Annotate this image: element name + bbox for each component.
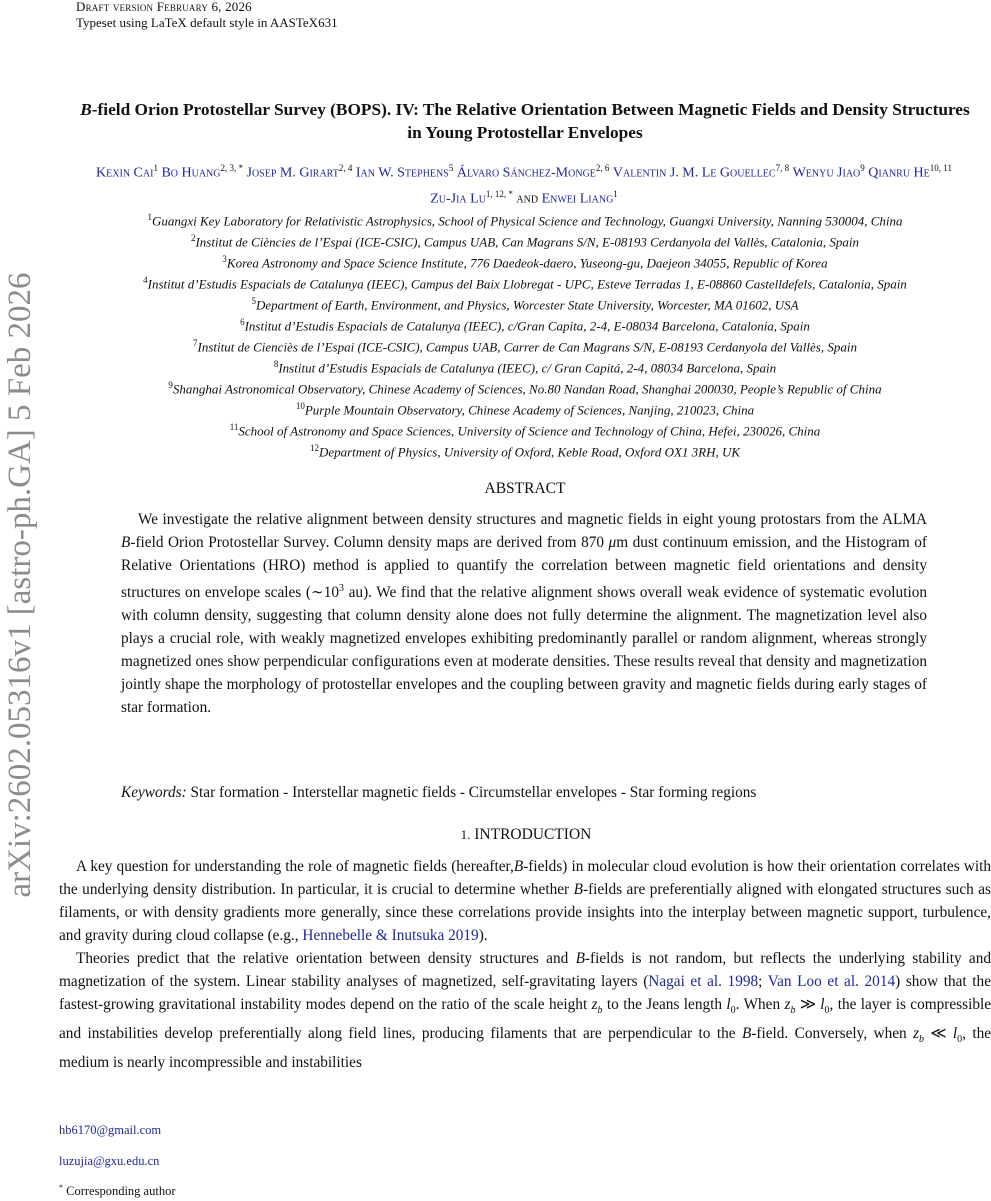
author-affiliation-marker: 1 (153, 163, 158, 173)
draft-version-line: Draft version February 6, 2026 (76, 0, 252, 14)
affiliation-text: Purple Mountain Observatory, Chinese Academy of Sciences, Nanjing, 210023, China (304, 402, 755, 418)
affiliation-item (60, 333, 990, 354)
affiliation-text: Shanghai Astronomical Observatory, Chinese Academy of Sciences, No.80 Nandan Road, Shanghai 200030, People’s Republic of China (172, 381, 882, 397)
affiliation-item (60, 312, 990, 333)
citation-link[interactable]: Hennebelle & Inutsuka 2019 (302, 927, 479, 944)
paper-title: B-field Orion Protostellar Survey (BOPS). IV: The Relative Orientation Between Magnetic Fields and Density Structures in Young Protostellar Envelopes (80, 100, 970, 142)
author-affiliation-marker: 2, 3, * (220, 163, 243, 173)
author-affiliation-marker: 2, 6 (595, 163, 610, 173)
arxiv-identifier-stamp: arXiv:2602.05316v1 [astro-ph.GA] 5 Feb 2026 (2, 272, 38, 898)
keywords-text: Star formation - Interstellar magnetic fields - Circumstellar envelopes - Star forming regions (186, 784, 757, 801)
affiliation-item (60, 396, 990, 417)
affiliation-text: Department of Earth, Environment, and Physics, Worcester State University, Worcester, MA 01602, USA (255, 297, 799, 313)
authors-and: and (512, 191, 542, 207)
affiliation-number: 9 (168, 380, 173, 390)
author-affiliation-marker: 1, 12, * (485, 188, 513, 199)
author-name[interactable]: Valentin J. M. Le Gouellec (612, 165, 776, 181)
author-name[interactable]: Álvaro Sánchez-Monge (456, 165, 596, 181)
footnotes (59, 1120, 175, 1201)
affiliation-number: 5 (251, 296, 256, 306)
keywords-label: Keywords: (121, 784, 187, 801)
affiliation-text: Institut d’Estudis Espacials de Catalunya (IEEC), c/ Gran Capitá, 2-4, 08034 Barcelona, Spain (278, 360, 777, 376)
affiliation-text: Korea Astronomy and Space Science Institute, 776 Daedeok-daero, Yuseong-gu, Daejeon 34055, Republic of Korea (226, 255, 828, 271)
affiliation-number: 2 (190, 233, 196, 243)
author-affiliation-marker: 2, 4 (338, 163, 353, 173)
latex-logo: LaTeX (150, 15, 187, 30)
affiliation-number: 12 (309, 443, 319, 453)
affiliation-text: Institut de Cienciès de l’Espai (ICE-CSIC), Campus UAB, Carrer de Can Magrans S/N, E-08193 Cerdanyola del Vallès, Spain (197, 339, 857, 355)
author-name[interactable]: Wenyu Jiao (792, 165, 861, 181)
affiliation-item (60, 228, 990, 249)
introduction-body (59, 855, 991, 1074)
affiliation-text: School of Astronomy and Space Sciences, University of Science and Technology of China, Hefei, 230026, China (238, 423, 821, 439)
author-affiliation-marker: 7, 8 (775, 163, 790, 173)
author-name[interactable]: Kexin Cai (96, 165, 154, 181)
abstract-body: We investigate the relative alignment between density structures and magnetic fields in eight young protostars from the ALMA B-field Orion Protostellar Survey. Column density maps are derived from 870 μm dust continuum emission, and the Histogram of Relative Orientations (HRO) method is applied to quantify the correlation between magnetic field orientations and density structures on envelope scales ($\sim 10^3$ au). We find that the relative alignment shows overall weak evidence of systematic evolution with column density, suggesting that column density alone does not fully determine the alignment. The magnetization level also plays a crucial role, with weakly magnetized envelopes exhibiting predominantly parallel or random alignment, whereas strongly magnetized ones show perpendicular configurations even at moderate densities. These results reveal that density and magnetization jointly shape the morphology of protostellar envelopes and the coupling between gravity and magnetic fields during early stages of star formation. (121, 511, 927, 717)
typeset-line: Typeset using LaTeX default style in AASTeX631 (76, 15, 338, 30)
affiliation-number: 6 (240, 317, 245, 327)
affiliation-text: Department of Physics, University of Oxford, Keble Road, Oxford OX1 3RH, UK (318, 444, 741, 460)
affiliation-number: 10 (295, 401, 305, 411)
author-name[interactable]: Josep M. Girart (246, 165, 339, 181)
keywords (121, 781, 927, 804)
affiliation-item (60, 291, 990, 312)
affiliation-text: Institut de Ciències de l’Espai (ICE-CSIC), Campus UAB, Can Magrans S/N, E-08193 Cerdanyola del Vallès, Catalonia, Spain (195, 234, 860, 250)
author-name[interactable]: Enwei Liang (541, 191, 614, 207)
affiliation-item (60, 207, 990, 228)
paragraph: Theories predict that the relative orientation between density structures and B-fields is not random, but reflects the underlying stability and magnetization of the system. Linear stability analyses of magnetized, self-gravitating layers (Nagai et al. 1998; Van Loo et al. 2014) show that the fastest-growing gravitational instability modes depend on the ratio of the scale height $z_b$ to the Jeans length $l_0$. When $z_b$ ≫ $l_0$, the layer is compressible and instabilities develop preferentially along field lines, producing filaments that are perpendicular to the B-field. Conversely, when $z_b$ ≪ $l_0$, the medium is nearly incompressible and instabilities (59, 950, 991, 1072)
affiliation-item (60, 354, 990, 375)
affiliation-item (60, 375, 990, 396)
email-link-1[interactable]: hb6170@gmail.com (59, 1123, 162, 1137)
affiliation-item (60, 270, 990, 291)
affiliation-item (60, 249, 990, 270)
author-name[interactable]: Bo Huang (161, 165, 221, 181)
affiliation-text: Institut d’Estudis Espacials de Catalunya (IEEC), Campus del Baix Llobregat - UPC, Esteve Terradas 1, E-08860 Castelldefels, Catalonia, Spain (147, 276, 907, 292)
affiliation-text: Institut d’Estudis Espacials de Catalunya (IEEC), c/Gran Capita, 2-4, E-08034 Barcelona, Catalonia, Spain (244, 318, 810, 334)
email-link-2[interactable]: luzujia@gxu.edu.cn (59, 1154, 160, 1168)
citation-link[interactable]: Nagai et al. 1998 (648, 973, 759, 990)
section-heading-introduction: 1. INTRODUCTION (460, 826, 592, 843)
affiliation-number: 4 (143, 275, 148, 285)
author-affiliation-marker: 10, 11 (929, 163, 952, 173)
affiliation-item (60, 438, 990, 459)
affiliation-number: 1 (147, 212, 152, 222)
corresponding-author-note: * Corresponding author (59, 1183, 176, 1199)
affiliation-item (60, 417, 990, 438)
affiliation-text: Guangxi Key Laboratory for Relativistic Astrophysics, School of Physical Science and Technology, Guangxi University, Nanning 530004, China (151, 213, 903, 229)
author-affiliation-marker: 5 (448, 163, 454, 173)
author-name[interactable]: Ian W. Stephens (355, 165, 449, 181)
paragraph: A key question for understanding the role of magnetic fields (hereafter,B-fields) in molecular cloud evolution is how their orientation correlates with the underlying density distribution. In particular, it is crucial to determine whether B-fields are preferentially aligned with elongated structures such as filaments, or with density gradients more generally, since these correlations provide insights into the interplay between magnetic support, turbulence, and gravity during cloud collapse (e.g., Hennebelle & Inutsuka 2019). (59, 858, 991, 944)
author-list (56, 158, 991, 209)
author-affiliation-marker: 9 (860, 163, 865, 173)
author-name[interactable]: Qianru He (868, 165, 930, 181)
affiliation-number: 8 (273, 359, 279, 369)
citation-link[interactable]: Van Loo et al. 2014 (767, 973, 896, 990)
affiliation-number: 3 (222, 254, 227, 264)
affiliation-number: 7 (193, 338, 198, 348)
affiliation-number: 11 (229, 422, 239, 432)
affiliation-list (60, 207, 990, 459)
abstract-heading: ABSTRACT (484, 480, 566, 497)
author-name[interactable]: Zu-Jia Lu (430, 191, 486, 207)
author-affiliation-marker: 1 (613, 188, 618, 199)
